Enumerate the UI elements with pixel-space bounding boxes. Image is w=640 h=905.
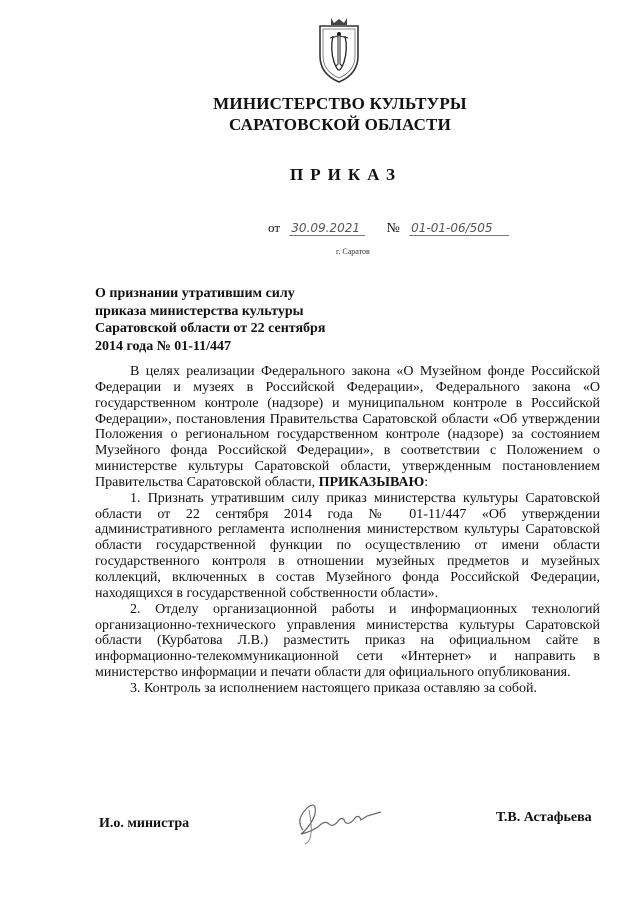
document-subject [95, 285, 395, 355]
date-label: от [268, 220, 281, 235]
number-label: № [386, 221, 400, 236]
order-colon: : [424, 474, 429, 490]
subject-line: 2014 года № 01-11/447 [95, 338, 232, 354]
subject-line: Саратовской области от 22 сентября [95, 321, 326, 336]
ministry-name-line1: МИНИСТЕРСТВО КУЛЬТУРЫ [213, 94, 467, 113]
number-value: 01-01-06/505 [409, 221, 509, 236]
order-item-3: 3. Контроль за исполнением настоящего приказа оставляю за собой. [130, 680, 538, 696]
order-item-2: 2. Отделу организационной работы и информационных технологий организационно-технического управления министерства культуры Саратовской области (Курбатова Л.В.) разместить приказ на официальном сайте в информационно-телекоммуникационной сети «Интернет» и направить в министерство информации и печати области для официального опубликования. [95, 601, 600, 681]
city: г. Саратов [336, 247, 370, 256]
signatory-role: И.о. министра [99, 816, 190, 831]
subject-line: приказа министерства культуры [95, 303, 304, 319]
order-word: ПРИКАЗЫВАЮ [318, 474, 425, 490]
preamble-paragraph [95, 364, 600, 491]
date-number-row [268, 220, 509, 237]
document-body [95, 364, 600, 697]
coat-of-arms-icon [316, 14, 362, 84]
subject-line: О признании утратившим силу [95, 286, 295, 301]
order-item-1: 1. Признать утратившим силу приказ министерства культуры Саратовской области от 22 сентября 2014 года № 01-11/447 «Об утверждении административного регламента исполнения министерством культуры Саратовской области государственной функции по осуществлению от имени области государственного контроля в отношении музейных предметов и музейных коллекций, включенных в состав Музейного фонда Российской Федерации, находящихся в государственной собственности области». [95, 490, 600, 601]
document-type: ПРИКАЗ [290, 165, 402, 184]
date-value: 30.09.2021 [289, 221, 365, 236]
signatory-name: Т.В. Астафьева [496, 810, 592, 825]
ministry-name-line2: САРАТОВСКОЙ ОБЛАСТИ [228, 115, 452, 134]
handwritten-signature [285, 790, 405, 850]
preamble-text: В целях реализации Федерального закона «О Музейном фонде Российской Федерации и музеях в Российской Федерации», Федерального закона «О государственном контроле (надзоре) и муниципальном контроле в Российской Федерации», постановления Правительства Саратовской области «Об утверждении Положения о региональном государственном контроле (надзоре) за состоянием Музейного фонда Российской Федерации», в соответствии с Положением о министерстве культуры Саратовской области, утвержденным постановлением Правительства Саратовской области, [95, 364, 600, 490]
